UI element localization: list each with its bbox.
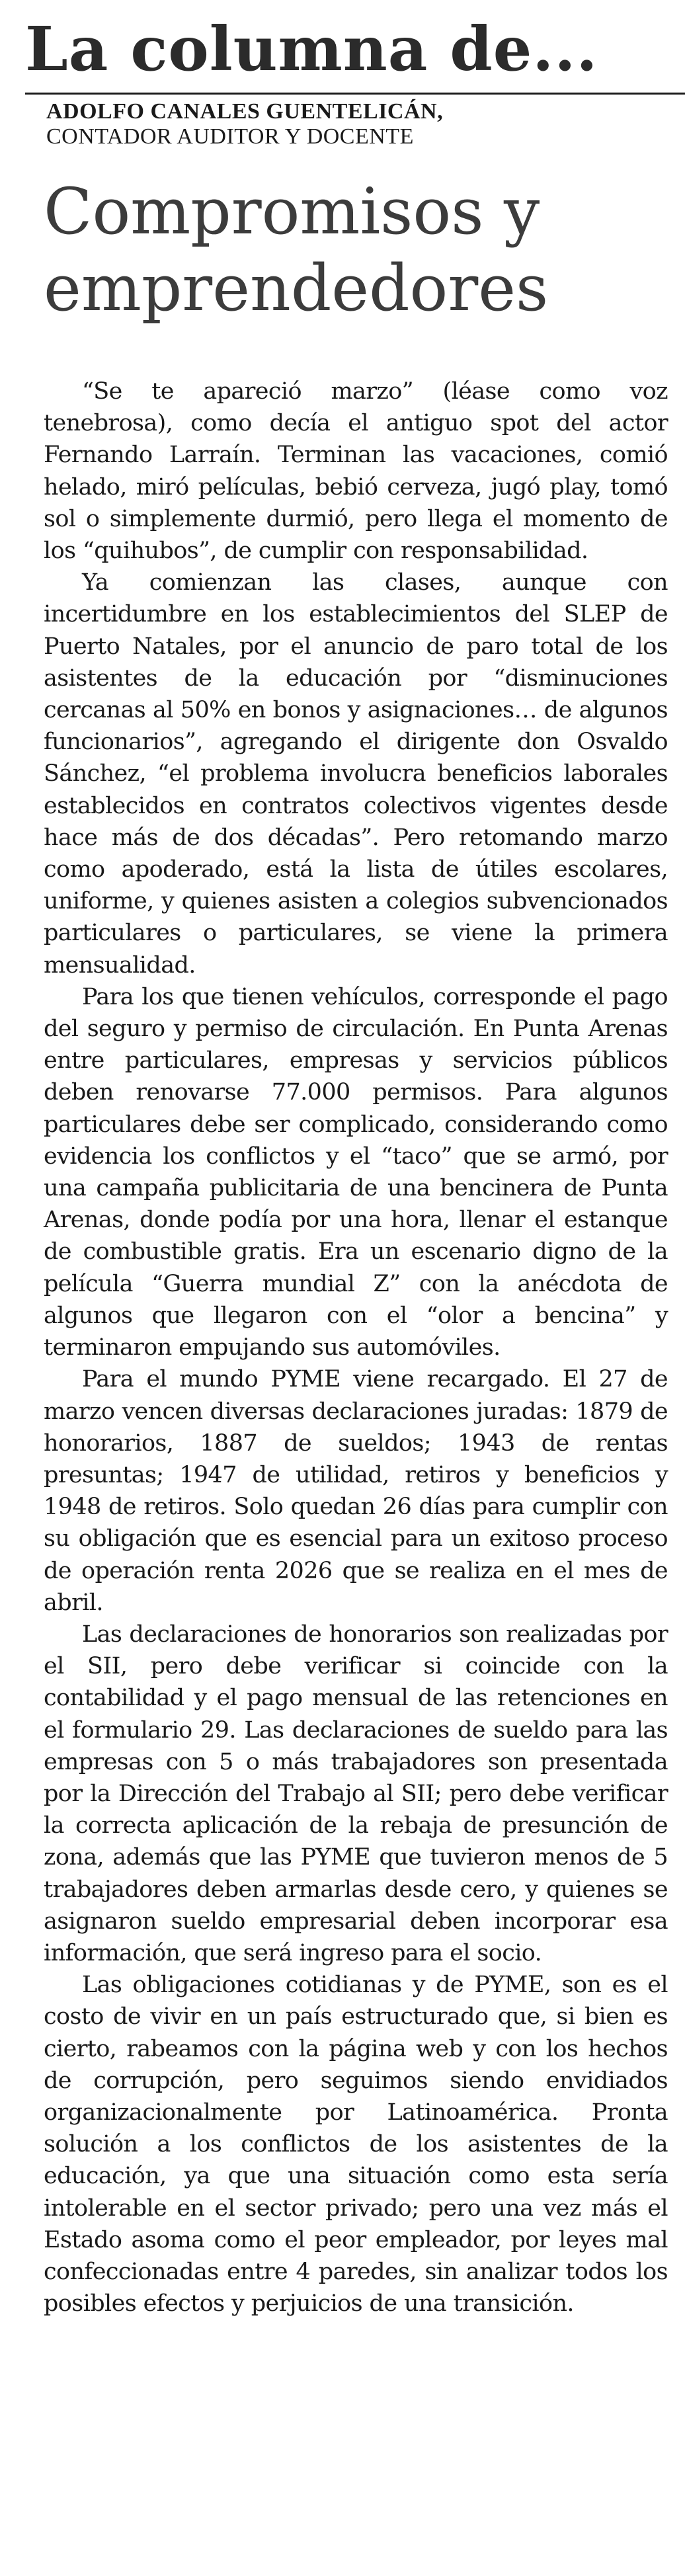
article-paragraph: “Se te apareció marzo” (léase como voz tenebrosa), como decía el antiguo spot del actor Fernando Larraín. Terminan las vacaciones, comió helado, miró películas, bebió cerveza, jugó play, tomó sol o simplemente durmió, pero llega el momento de los “quihubos”, de cumplir con responsabilidad. (44, 378, 668, 565)
headline-line: emprendedores (44, 251, 549, 325)
header-divider (25, 93, 685, 95)
author-name: ADOLFO CANALES GUENTELICÁN, (46, 99, 444, 124)
article-paragraph: Para el mundo PYME viene recargado. El 27 de marzo vencen diversas declaraciones juradas: 1879 de honorarios, 1887 de sueldos; 1943 de rentas presuntas; 1947 de utilidad, retiros y beneficios y 1948 de retiros. Solo quedan 26 días para cumplir con su obligación que es esencial para un exitoso proceso de operación renta 2026 que se realiza en el mes de abril. (44, 1366, 668, 1616)
article-body (44, 376, 668, 2319)
section-title: La columna de... (25, 13, 598, 85)
article-paragraph: Ya comienzan las clases, aunque con incertidumbre en los establecimientos del SLEP de Puerto Natales, por el anuncio de paro total de los asistentes de la educación por “disminuciones cercanas al 50% en bonos y asignaciones… de algunos funcionarios”, agregando el dirigente don Osvaldo Sánchez, “el problema involucra beneficios laborales establecidos en contratos colectivos vigentes desde hace más de dos décadas”. Pero retomando marzo como apoderado, está la lista de útiles escolares, uniforme, y quienes asisten a colegios subvencionados particulares o particulares, se viene la primera mensualidad. (44, 569, 668, 979)
article-paragraph: Para los que tienen vehículos, corresponde el pago del seguro y permiso de circulación. En Punta Arenas entre particulares, empresas y servicios públicos deben renovarse 77.000 permisos. Para algunos particulares debe ser complicado, considerando como evidencia los conflictos y el “taco” que se armó, por una campaña publicitaria de una bencinera de Punta Arenas, donde podía por una hora, llenar el estanque de combustible gratis. Era un escenario digno de la película “Guerra mundial Z” con la anécdota de algunos que llegaron con el “olor a bencina” y terminaron empujando sus automóviles. (44, 983, 668, 1361)
headline-line: Compromisos y (44, 175, 540, 249)
author-role: CONTADOR AUDITOR Y DOCENTE (46, 124, 414, 149)
article-paragraph: Las declaraciones de honorarios son realizadas por el SII, pero debe verificar si coincide con la contabilidad y el pago mensual de las retenciones en el formulario 29. Las declaraciones de sueldo para las empresas con 5 o más trabajadores son presentada por la Dirección del Trabajo al SII; pero debe verificar la correcta aplicación de la rebaja de presunción de zona, además que las PYME que tuvieron menos de 5 trabajadores deben armarlas desde cero, y quienes se asignaron sueldo empresarial deben incorporar esa información, que será ingreso para el socio. (44, 1621, 668, 1966)
article-headline (44, 173, 678, 327)
article-paragraph: Las obligaciones cotidianas y de PYME, son es el costo de vivir en un país estructurado que, si bien es cierto, rabeamos con la página web y con los hechos de corrupción, pero seguimos siendo envidiados organizacionalmente por Latinoamérica. Pronta solución a los conflictos de los asistentes de la educación, ya que una situación como esta sería intolerable en el sector privado; pero una vez más el Estado asoma como el peor empleador, por leyes mal confeccionadas entre 4 paredes, sin analizar todos los posibles efectos y perjuicios de una transición. (44, 1972, 668, 2317)
